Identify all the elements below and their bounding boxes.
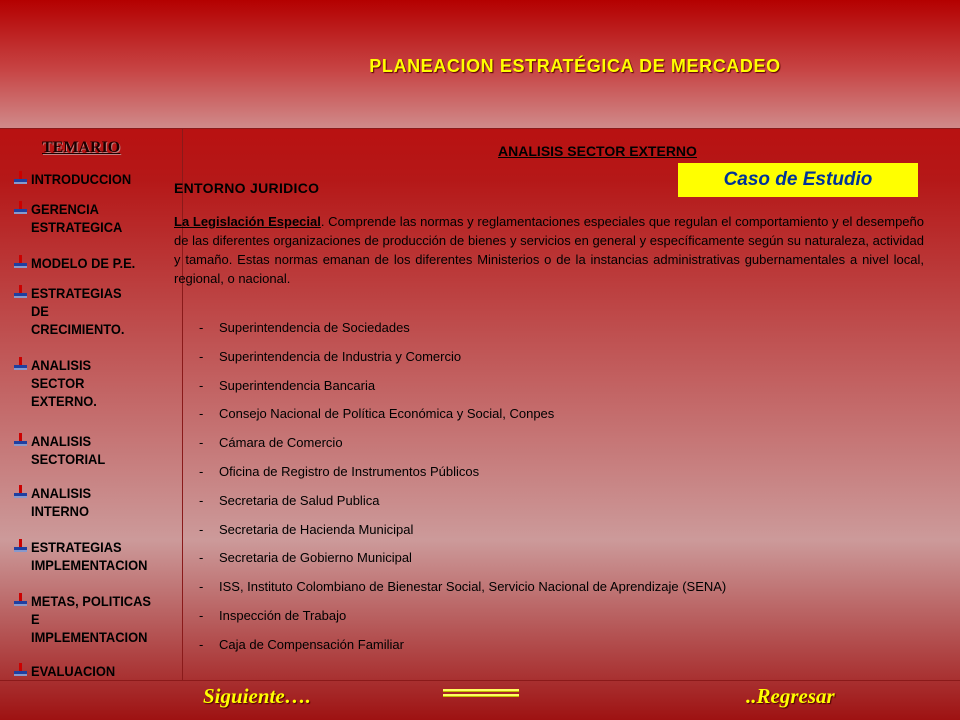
sidebar-item-label: ESTRATEGIAS IMPLEMENTACION (31, 539, 148, 573)
paragraph-lead: La Legislación Especial (174, 214, 321, 229)
bullet-icon (14, 593, 27, 607)
back-link[interactable]: ..Regresar (746, 684, 835, 708)
sidebar-item-label: ANALISIS SECTOR EXTERNO. (31, 357, 97, 409)
case-study-button[interactable]: Caso de Estudio (678, 163, 918, 197)
sidebar-item-label: ESTRATEGIAS DE CRECIMIENTO. (31, 285, 125, 337)
sidebar-item-estrategias-implementacion[interactable] (14, 538, 181, 574)
list-item: - Secretaria de Salud Publica (199, 492, 380, 508)
sidebar-item-label: MODELO DE P.E. (31, 255, 136, 271)
center-bars-icon[interactable] (443, 689, 519, 700)
institution-list (199, 318, 899, 664)
bullet-icon (14, 285, 27, 299)
bullet-icon (14, 485, 27, 499)
sidebar-item-introduccion[interactable] (14, 170, 181, 188)
sidebar-item-analisis-sector-externo[interactable] (14, 356, 181, 410)
sidebar-item-evaluacion[interactable] (14, 662, 181, 680)
sidebar-item-label: ANALISIS SECTORIAL (31, 433, 106, 467)
bullet-icon (14, 201, 27, 215)
sidebar-item-label: ANALISIS INTERNO (31, 485, 92, 519)
page-title: PLANEACION ESTRATÉGICA DE MERCADEO (369, 56, 781, 76)
list-item: - Superintendencia de Industria y Comercio (199, 348, 462, 364)
bullet-icon (14, 171, 27, 185)
list-item: - Caja de Compensación Familiar (199, 636, 404, 652)
bullet-icon (14, 255, 27, 269)
bullet-icon (14, 433, 27, 447)
sidebar-item-label: EVALUACION (31, 663, 116, 679)
subtitle: ENTORNO JURIDICO (174, 180, 320, 196)
bullet-icon (14, 539, 27, 553)
sidebar-item-label: INTRODUCCION (31, 171, 132, 187)
sidebar-heading: TEMARIO (42, 139, 121, 156)
next-link[interactable]: Siguiente…. (203, 684, 311, 708)
list-item: - Cámara de Comercio (199, 435, 343, 451)
sidebar-item-label: GERENCIA ESTRATEGICA (31, 201, 123, 235)
description-paragraph (174, 212, 924, 288)
sidebar-item-gerencia-estrategica[interactable] (14, 200, 181, 236)
list-item: - Secretaria de Hacienda Municipal (199, 521, 414, 537)
sidebar-item-estrategias-crecimiento[interactable] (14, 284, 181, 338)
sidebar-item-label: METAS, POLITICAS E IMPLEMENTACION (31, 593, 151, 645)
list-item: - Secretaria de Gobierno Municipal (199, 550, 412, 566)
list-item: - Superintendencia Bancaria (199, 377, 376, 393)
paragraph-text: . Comprende las normas y reglamentaciones especiales que regulan el comportamiento y el desempeño de las diferentes organizaciones de producción de bienes y servicios en general y específicamente según su naturaleza, actividad y tamaño. Estas normas emanan de los diferentes Ministerios o de la instancias administrativas gubernamentales a nivel local, regional, o nacional. (174, 214, 924, 286)
list-item: - ISS, Instituto Colombiano de Bienestar Social, Servicio Nacional de Aprendizaje (SENA) (199, 579, 727, 595)
sidebar-item-modelo-pe[interactable] (14, 254, 181, 272)
sidebar-item-analisis-interno[interactable] (14, 484, 181, 520)
bullet-icon (14, 663, 27, 677)
sidebar (0, 129, 182, 681)
list-item: - Superintendencia de Sociedades (199, 320, 410, 335)
sidebar-divider (182, 128, 183, 680)
sidebar-item-analisis-sectorial[interactable] (14, 432, 181, 468)
section-title: ANALISIS SECTOR EXTERNO (498, 143, 697, 159)
bullet-icon (14, 357, 27, 371)
sidebar-item-metas-politicas[interactable] (14, 592, 181, 646)
list-item: - Oficina de Registro de Instrumentos Públicos (199, 463, 480, 479)
list-item: - Inspección de Trabajo (199, 607, 347, 623)
footer-divider (0, 680, 960, 681)
list-item: - Consejo Nacional de Política Económica y Social, Conpes (199, 406, 555, 422)
